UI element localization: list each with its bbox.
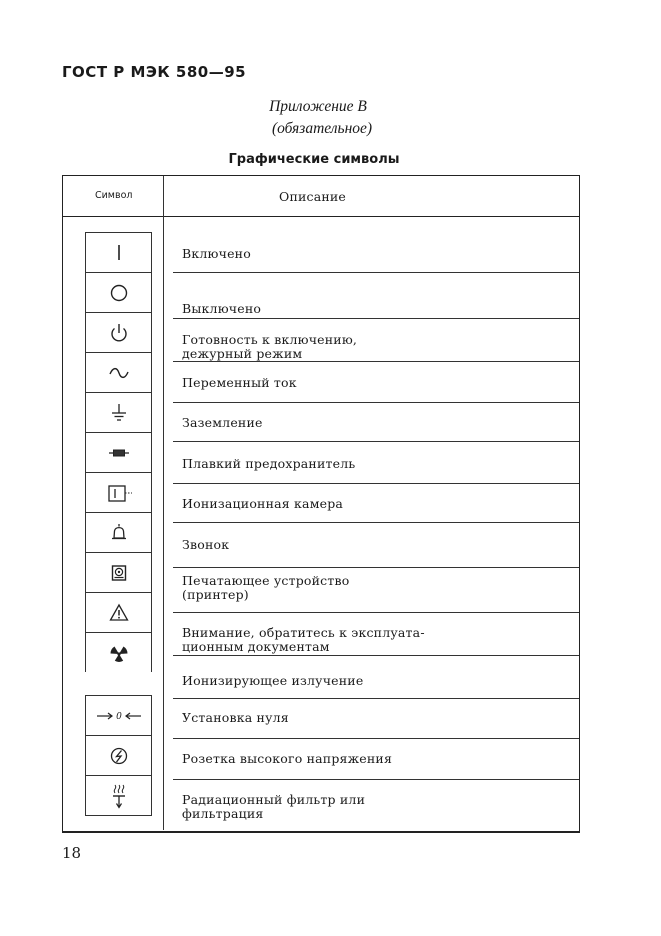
column-divider	[163, 176, 164, 830]
symbol-cell	[85, 632, 152, 672]
symbol-cell	[85, 552, 152, 592]
row-divider	[173, 441, 579, 442]
row-divider	[173, 612, 579, 613]
column-header-symbol: Символ	[95, 190, 133, 201]
row-divider	[173, 522, 579, 523]
row-divider	[173, 272, 579, 273]
header-divider	[63, 216, 579, 217]
symbol-cell	[85, 312, 152, 352]
warning-icon	[104, 598, 134, 628]
row-divider	[173, 779, 579, 780]
description-text: Розетка высокого напряжения	[182, 751, 393, 766]
row-divider	[173, 655, 579, 656]
standby-icon	[104, 318, 134, 348]
symbol-cell	[85, 592, 152, 632]
description-text: Выключено	[182, 301, 262, 316]
description-text: Установка нуля	[182, 710, 289, 725]
description-text: Ионизирующее излучение	[182, 673, 364, 688]
appendix-status: (обязательное)	[271, 120, 373, 137]
radiation-filter-icon	[104, 780, 134, 812]
description-text: Радиационный фильтр или фильтрация	[182, 792, 366, 821]
printer-icon	[104, 558, 134, 588]
row-divider	[173, 698, 579, 699]
symbol-cell	[85, 695, 152, 735]
row-divider	[173, 402, 579, 403]
ionization-chamber-icon	[102, 478, 136, 508]
symbols-table	[62, 175, 580, 833]
symbol-cell	[85, 432, 152, 472]
row-divider	[173, 318, 579, 319]
description-text: Звонок	[182, 537, 230, 552]
power-off-icon	[104, 278, 134, 308]
description-text: Ионизационная камера	[182, 496, 344, 511]
description-text: Печатающее устройство (принтер)	[182, 573, 350, 602]
symbol-cell	[85, 512, 152, 552]
table-title: Графические символы	[228, 152, 400, 167]
symbol-cell	[85, 392, 152, 432]
radiation-icon	[104, 638, 134, 668]
row-divider	[173, 738, 579, 739]
high-voltage-outlet-icon	[104, 741, 134, 771]
bell-icon	[104, 518, 134, 548]
row-divider	[173, 567, 579, 568]
symbol-cell	[85, 352, 152, 392]
description-text: Заземление	[182, 415, 263, 430]
appendix-title: Приложение В	[269, 98, 367, 115]
document-code: ГОСТ Р МЭК 580—95	[62, 63, 247, 81]
alternating-current-icon	[104, 358, 134, 388]
svg-text:0: 0	[115, 711, 122, 722]
ground-icon	[104, 398, 134, 428]
row-divider	[173, 361, 579, 362]
page-number: 18	[62, 844, 82, 862]
symbol-cell	[85, 735, 152, 775]
symbol-cell	[85, 775, 152, 816]
column-header-description: Описание	[279, 189, 347, 204]
zero-setting-icon	[94, 701, 144, 731]
description-text: Переменный ток	[182, 375, 297, 390]
description-text: Готовность к включению, дежурный режим	[182, 332, 358, 361]
description-text: Внимание, обратитесь к эксплуата- ционным документам	[182, 625, 425, 654]
row-divider	[173, 483, 579, 484]
description-text: Включено	[182, 246, 251, 261]
description-text: Плавкий предохранитель	[182, 456, 356, 471]
symbol-cell	[85, 272, 152, 312]
symbol-cell	[85, 472, 152, 512]
symbol-cell	[85, 232, 152, 272]
power-on-icon	[104, 238, 134, 268]
fuse-icon	[104, 438, 134, 468]
